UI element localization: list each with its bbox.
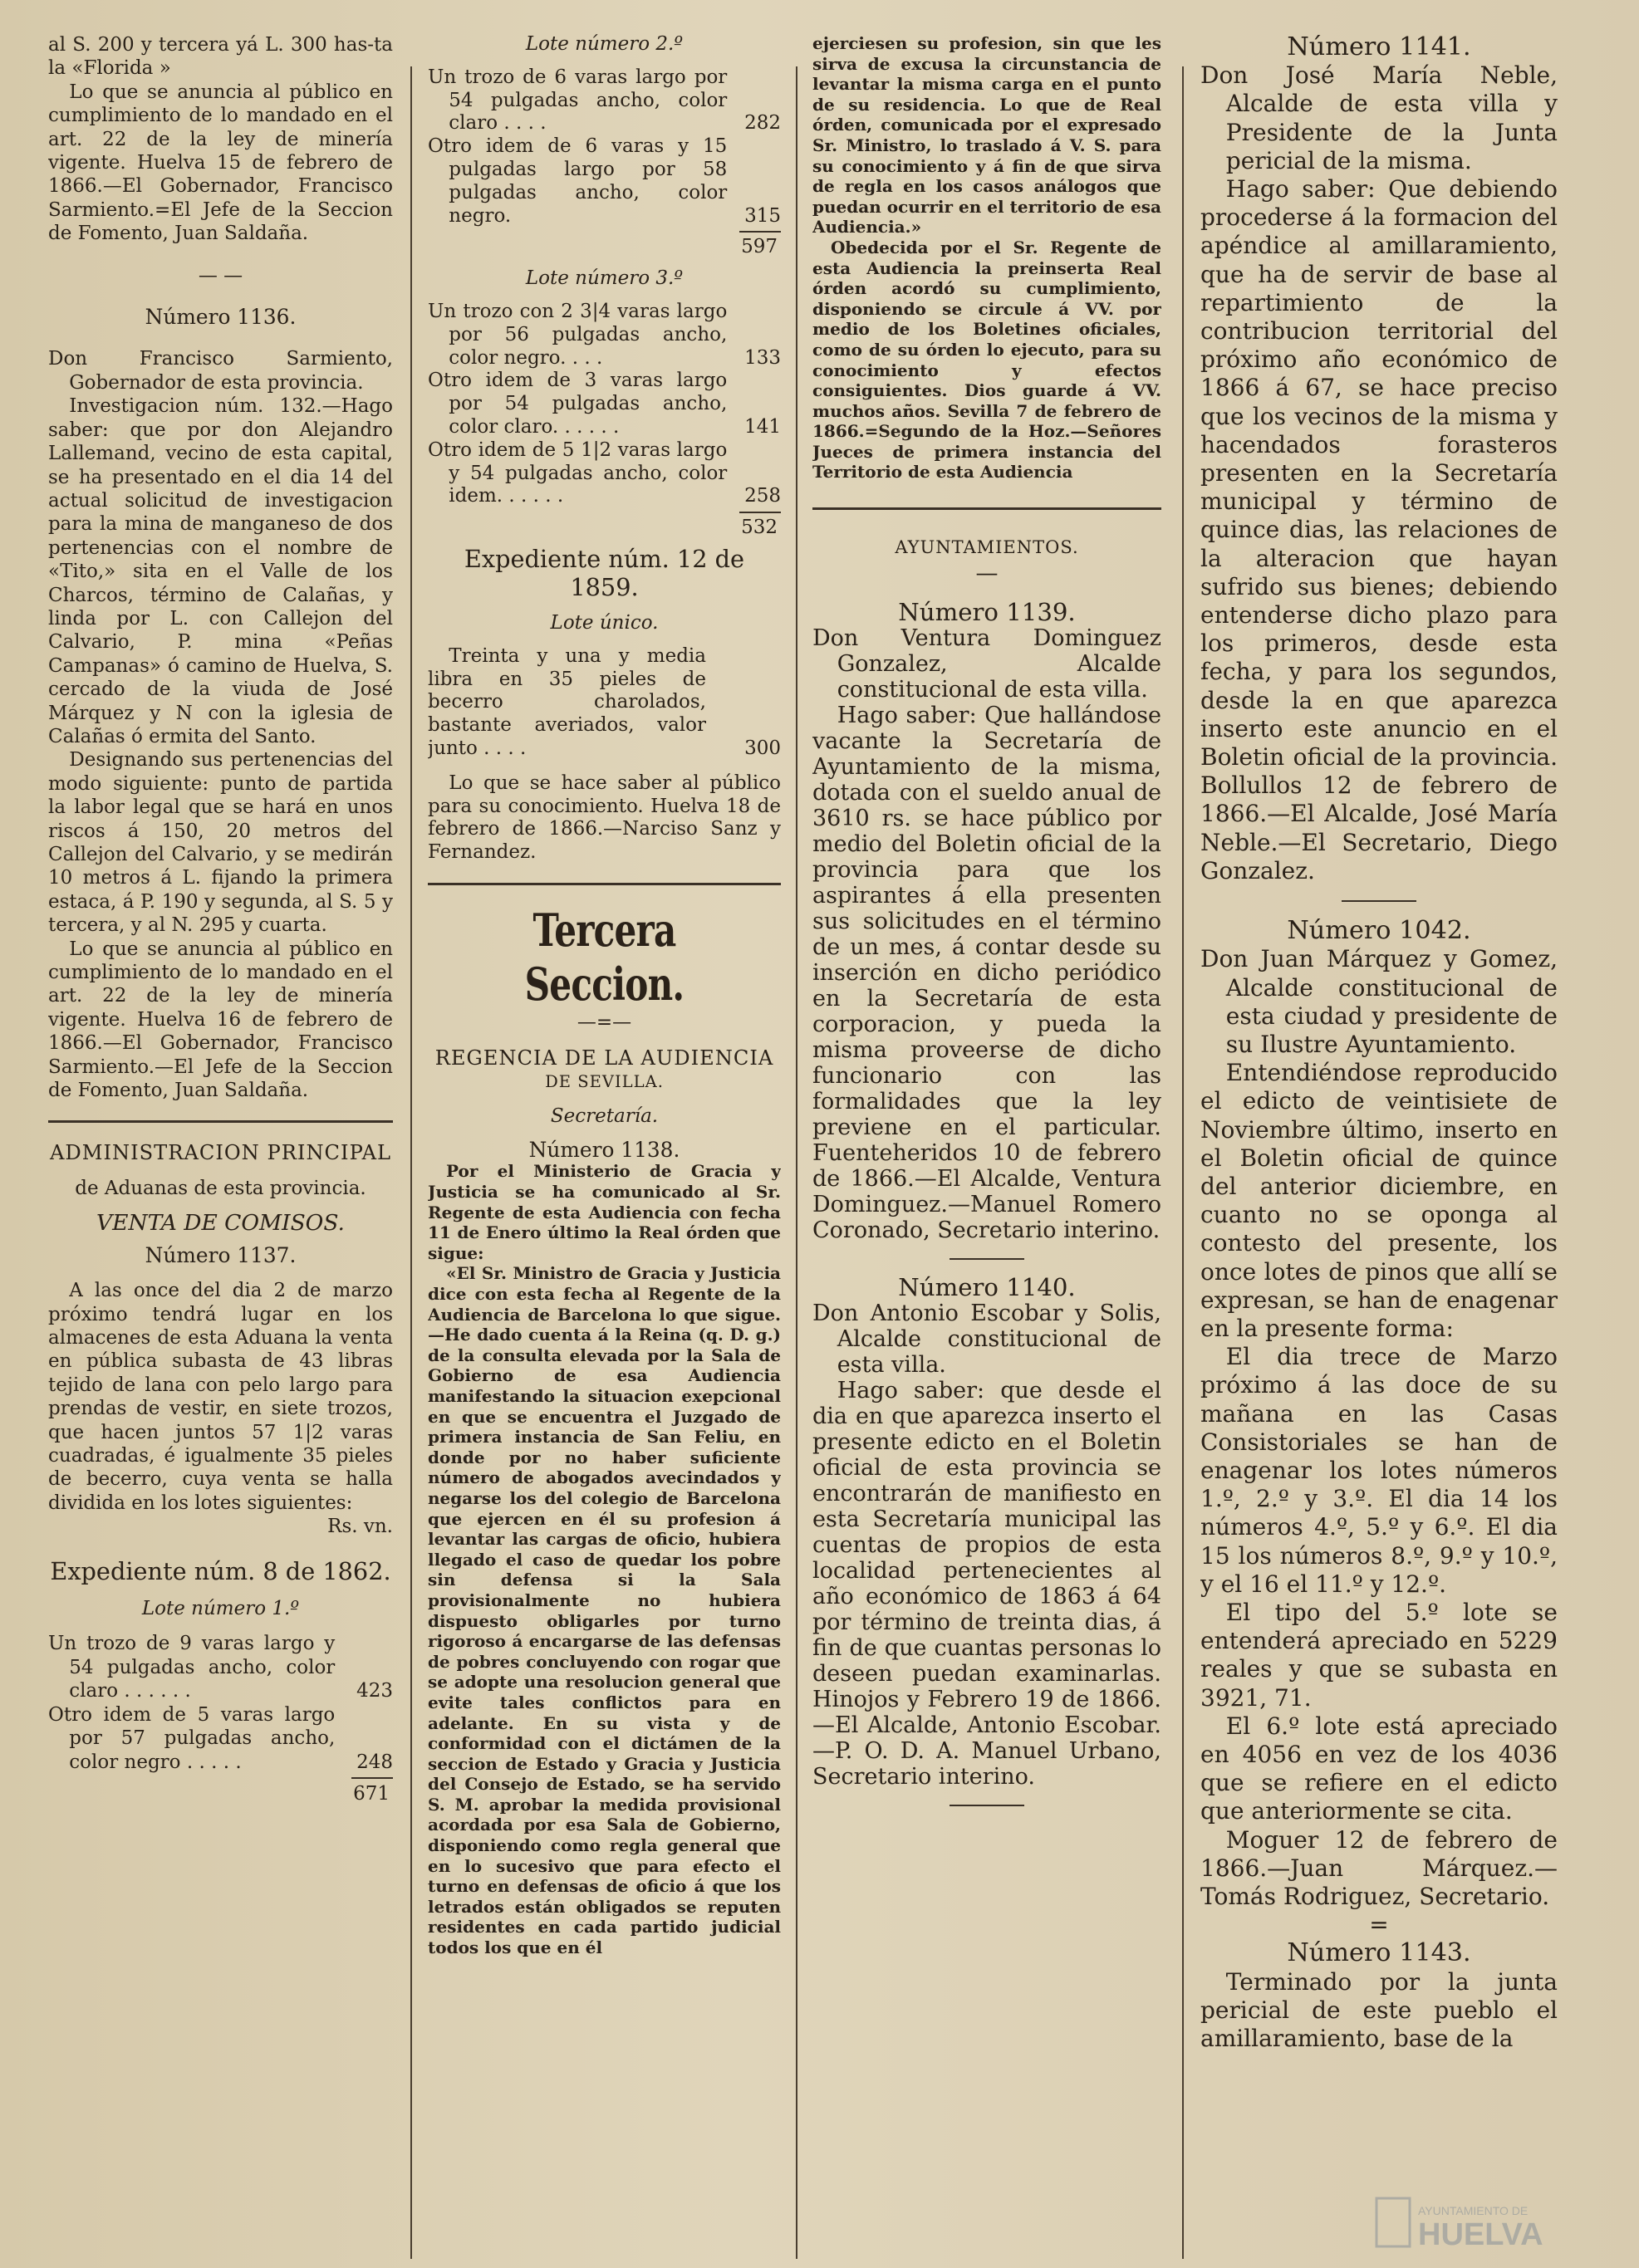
lot-heading: Lote número 1.º	[141, 1598, 300, 1620]
paragraph: Lo que se anuncia al público en cumplimiento de lo mandado en el art. 22 de la ley de minería vigente. Huelva 16 de febrero de 1866.—El Gobernador, Francisco Sarmiento.—El Jefe de la Seccion de Fomento, Juan Saldaña.	[48, 938, 393, 1102]
item-number: Número 1141.	[1287, 33, 1471, 61]
section-heading: ADMINISTRACION PRINCIPAL	[49, 1141, 392, 1165]
department-heading: Secretaría.	[550, 1105, 659, 1127]
lot-item	[428, 135, 781, 228]
column-1	[48, 33, 393, 1805]
lot-item-value: 300	[744, 737, 781, 759]
section-heading: AYUNTAMIENTOS.	[895, 537, 1079, 558]
item-number: Número 1136.	[145, 305, 297, 330]
lot-item	[428, 301, 781, 370]
lot-total: 671	[353, 1782, 390, 1805]
lot-item-value: 258	[744, 485, 781, 507]
watermark-name: HUELVA	[1418, 2217, 1543, 2251]
item-number: Número 1137.	[145, 1242, 297, 1267]
paragraph: Terminado por la junta pericial de este pueblo el amillaramiento, base de la	[1200, 1967, 1558, 2053]
lot-item-text: Un trozo de 6 varas largo por 54 pulgadas ancho, color claro . . . .	[428, 66, 728, 135]
paragraph: Entendiéndose reproducido el edicto de veintisiete de Noviembre último, inserto en el Boletin oficial de quince del anterior diciembre, en cuanto no se oponga al contesto del presente, los once lotes de pinos que allí se expresan, se han de enagenar en la presente forma:	[1200, 1059, 1558, 1342]
lot-heading: Lote único.	[550, 611, 659, 634]
sum-line	[351, 1777, 393, 1779]
paragraph: Designando sus pertenencias del modo siguiente: punto de partida la labor legal que se hará en unos riscos á 150, 20 metros del Callejon del Calvario, y se medirán 10 metros á L. fijando la primera estaca, á P. 190 y segunda, al S. 5 y tercera, y al N. 295 y cuarta.	[48, 749, 393, 937]
lot-total: 597	[741, 236, 778, 258]
paragraph: El tipo del 5.º lote se entenderá apreciado en 5229 reales y que se subasta en 3921, 71.	[1200, 1598, 1558, 1712]
section-title: Tercera Seccion.	[524, 903, 685, 1011]
paragraph: Hago saber: Que hallándose vacante la Secretaría de Ayuntamiento de la misma, dotada con el sueldo anual de 3610 rs. se hace público por medio del Boletin oficial de la provincia para que los aspirantes á ella presenten sus solicitudes en el término de un mes, á contar desde su inserción en dicho periódico en la Secretaría de esta corporacion, y pueda la misma proveerse de dicho funcionario con las formalidades que la ley previene en el particular. Fuenteheridos 10 de febrero de 1866.—El Alcalde, Ventura Dominguez.—Manuel Romero Coronado, Secretario interino.	[812, 703, 1161, 1244]
paragraph: «El Sr. Ministro de Gracia y Justicia dice con esta fecha al Regente de la Audiencia de Barcelona lo que sigue.—He dado cuenta á la Reina (q. D. g.) de la consulta elevada por la Sala de Gobierno de esa Audiencia manifestando la situacion exepcional en que se encuentra el Juzgado de primera instancia de San Feliu, en donde por no haber suficiente número de abogados avecindados y negarse los del colegio de Barcelona que ejercen en él su profesion á levantar las cargas de oficio, hubiera llegado el caso de quedar los pobre sin defensa si la Sala provisionalmente no hubiera dispuesto obligarles por turno rigoroso á encargarse de las defensas de pobres concluyendo con rogar que se adopte una resolucion general que evite tales conflictos para en adelante. En su vista y de conformidad con el dictámen de la seccion de Estado y Gracia y Justicia del Consejo de Estado, se ha servido S. M. aprobar la medida provisional acordada por esa Sala de Gobierno, disponiendo como regla general que en lo sucesivo que para efecto el turno en defensas de oficio á que los letrados están obligados se reputen residentes en cada partido judicial todos los que en él	[428, 1263, 781, 1958]
separator: =	[1369, 1911, 1389, 1939]
sum-line	[739, 512, 781, 513]
section-divider	[48, 1120, 393, 1123]
paragraph: Investigacion núm. 132.—Hago saber: que por don Alejandro Lallemand, vecino de esta capital, se ha presentado en el dia 14 del actual solicitud de investigacion para la mina de manganeso de dos pertenencias con el nombre de «Tito,» sita en el Valle de los Charcos, término de Calañas, y linda por L. con Callejon del Calvario, P. mina «Peñas Campanas» ó camino de Huelva, S. cercado de la viuda de José Márquez y N con la iglesia de Calañas ó ermita del Santo.	[48, 395, 393, 747]
column-4	[1200, 33, 1558, 2053]
lot-item-value: 315	[744, 204, 781, 227]
lot-heading: Lote número 2.º	[525, 33, 684, 55]
column-rule-3	[1182, 66, 1184, 2259]
record-heading: Expediente núm. 12 de 1859.	[464, 544, 745, 602]
section-divider	[812, 507, 1161, 510]
sum-line	[739, 231, 781, 233]
watermark-top: AYUNTAMIENTO DE	[1418, 2204, 1529, 2217]
item-number: Número 1139.	[898, 598, 1076, 627]
short-divider	[1342, 900, 1416, 902]
section-subheading: de Aduanas de esta provincia.	[75, 1177, 366, 1199]
lot-item-text: Treinta y una y media libra en 35 pieles de becerro charolados, bastante averiados, valor junto . . . .	[428, 644, 706, 759]
paragraph: A las once del dia 2 de marzo próximo tendrá lugar en los almacenes de esta Aduana la venta en pública subasta de 43 libras tejido de lana con pelo largo para prendas de vestir, en siete trozos, que hacen juntos 57 1|2 varas cuadradas, é igualmente 35 pieles de becerro, cuya venta se halla dividida en los lotes siguientes:	[48, 1280, 393, 1514]
lot-item-value: 141	[744, 415, 781, 438]
shield-icon	[1376, 2198, 1410, 2246]
section-heading: REGENCIA DE LA AUDIENCIA	[434, 1046, 774, 1070]
short-divider	[950, 1258, 1024, 1260]
column-rule-2	[796, 66, 797, 2259]
lot-item-text: Un trozo con 2 3|4 varas largo por 56 pulgadas ancho, color negro. . . .	[428, 300, 728, 369]
separator: —	[975, 561, 999, 587]
lot-item-text: Otro idem de 6 varas y 15 pulgadas largo por 58 pulgadas ancho, color negro.	[428, 135, 728, 227]
column-3	[812, 33, 1161, 1821]
lot-item-text: Otro idem de 3 varas largo por 54 pulgadas ancho, color claro. . . . . .	[428, 370, 728, 438]
notice-heading: Don Ventura Dominguez Gonzalez, Alcalde constitucional de esta villa.	[812, 625, 1161, 703]
paragraph: Lo que se hace saber al público para su conocimiento. Huelva 18 de febrero de 1866.—Narciso Sanz y Fernandez.	[428, 772, 781, 864]
item-number: Número 1140.	[898, 1273, 1076, 1302]
paragraph: Por el Ministerio de Gracia y Justicia se ha comunicado al Sr. Regente de esta Audiencia con fecha 11 de Enero último la Real órden que sigue:	[428, 1161, 781, 1263]
lot-item-value: 133	[744, 346, 781, 369]
item-number: Número 1138.	[528, 1137, 680, 1162]
lot-item-text: Otro idem de 5 varas largo por 57 pulgadas ancho, color negro . . . . .	[48, 1703, 336, 1773]
column-rule-1	[410, 66, 412, 2259]
notice-heading: Don José María Neble, Alcalde de esta villa y Presidente de la Junta pericial de la misma.	[1200, 61, 1558, 174]
paragraph: El dia trece de Marzo próximo á las doce de su mañana en las Casas Consistoriales se han de enagenar los lotes números 1.º, 2.º y 3.º. El dia 14 los números 4.º, 5.º y 6.º. El dia 15 los números 8.º, 9.º y 10.º, y el 16 el 11.º y 12.º.	[1200, 1343, 1558, 1598]
paragraph: Hago saber: que desde el dia en que aparezca inserto el presente edicto en el Boletin oficial de esta provincia se encontrarán de manifiesto en esta Secretaría municipal las cuentas de propios de esta localidad pertenecientes al año económico de 1863 á 64 por término de treinta dias, á fin de que cuantas personas lo deseen puedan examinarlas. Hinojos y Febrero 19 de 1866.—El Alcalde, Antonio Escobar.—P. O. D. A. Manuel Urbano, Secretario interino.	[812, 1378, 1161, 1790]
short-divider	[950, 1805, 1024, 1806]
lot-total: 532	[741, 517, 778, 539]
paragraph: Obedecida por el Sr. Regente de esta Audiencia la preinserta Real órden acordó su cumplimiento, disponiendo se circule á VV. por medio de los Boletines oficiales, como de su órden lo ejecuto, para su conocimiento y efectos consiguientes. Dios guarde á VV. muchos años. Sevilla 7 de febrero de 1866.=Segundo de la Hoz.—Señores Jueces de primera instancia del Territorio de esta Audiencia	[812, 237, 1161, 483]
lot-item-value: 248	[356, 1751, 393, 1773]
item-number: Número 1042.	[1287, 916, 1471, 946]
notice-heading: Don Antonio Escobar y Solis, Alcalde constitucional de esta villa.	[812, 1301, 1161, 1379]
lot-item-text: Un trozo de 9 varas largo y 54 pulgadas ancho, color claro . . . . . .	[48, 1633, 336, 1702]
archive-watermark	[1375, 2193, 1599, 2251]
record-heading: Expediente núm. 8 de 1862.	[50, 1556, 391, 1585]
lot-item	[428, 645, 781, 761]
notice-heading: Don Francisco Sarmiento, Gobernador de esta provincia.	[48, 348, 393, 394]
notice-heading: Don Juan Márquez y Gomez, Alcalde constitucional de esta ciudad y presidente de su Ilustre Ayuntamiento.	[1200, 945, 1558, 1058]
text-opening: al S. 200 y tercera yá L. 300 has-ta la «Florida »	[48, 34, 393, 80]
separator: —=—	[577, 1011, 632, 1033]
lot-heading: Lote número 3.º	[525, 267, 684, 290]
currency-label: Rs. vn.	[327, 1516, 393, 1538]
lot-item	[428, 66, 781, 135]
lot-item	[48, 1703, 393, 1774]
paragraph: Moguer 12 de febrero de 1866.—Juan Márquez.—Tomás Rodriguez, Secretario.	[1200, 1825, 1558, 1910]
section-subheading: VENTA DE COMISOS.	[96, 1210, 345, 1237]
lot-item-text: Otro idem de 5 1|2 varas largo y 54 pulgadas ancho, color idem. . . . . .	[428, 438, 728, 507]
lot-item	[428, 439, 781, 508]
lot-item	[48, 1632, 393, 1702]
lot-item-value: 423	[356, 1680, 393, 1702]
column-2	[428, 33, 781, 1958]
section-subheading: DE SEVILLA.	[545, 1072, 664, 1092]
paragraph: Lo que se anuncia al público en cumplimiento de lo mandado en el art. 22 de la ley de minería vigente. Huelva 15 de febrero de 1866.—El Gobernador, Francisco Sarmiento.=El Jefe de la Seccion de Fomento, Juan Saldaña.	[48, 81, 393, 245]
paragraph: Hago saber: Que debiendo procederse á la formacion del apéndice al amillaramiento, que ha de servir de base al repartimiento de la contribucion territorial del próximo año económico de 1866 á 67, se hace preciso que los vecinos de la misma y hacendados forasteros presenten en la Secretaría municipal y término de quince dias, las relaciones de la alteracion que hayan sufrido sus bienes; debiendo entenderse dicho plazo para los primeros, desde esta fecha, y para los segundos, desde la en que aparezca inserto este anuncio en el Boletin oficial de la provincia. Bollullos 12 de febrero de 1866.—El Alcalde, José María Neble.—El Secretario, Diego Gonzalez.	[1200, 175, 1558, 884]
paragraph: ejerciesen su profesion, sin que les sirva de excusa la circunstancia de levantar la misma carga en el punto de su residencia. Lo que de Real órden, comunicada por el expresado Sr. Ministro, lo traslado á V. S. para su conocimiento y á fin de que sirva de regla en los casos análogos que puedan ocurrir en el territorio de esa Audiencia.»	[812, 33, 1161, 238]
item-number: Número 1143.	[1287, 1938, 1471, 1968]
paragraph: El 6.º lote está apreciado en 4056 en vez de los 4036 que se refiere en el edicto que anteriormente se cita.	[1200, 1712, 1558, 1825]
lot-item	[428, 370, 781, 438]
section-divider	[428, 883, 781, 885]
separator: — —	[198, 264, 243, 287]
lot-item-value: 282	[744, 112, 781, 135]
